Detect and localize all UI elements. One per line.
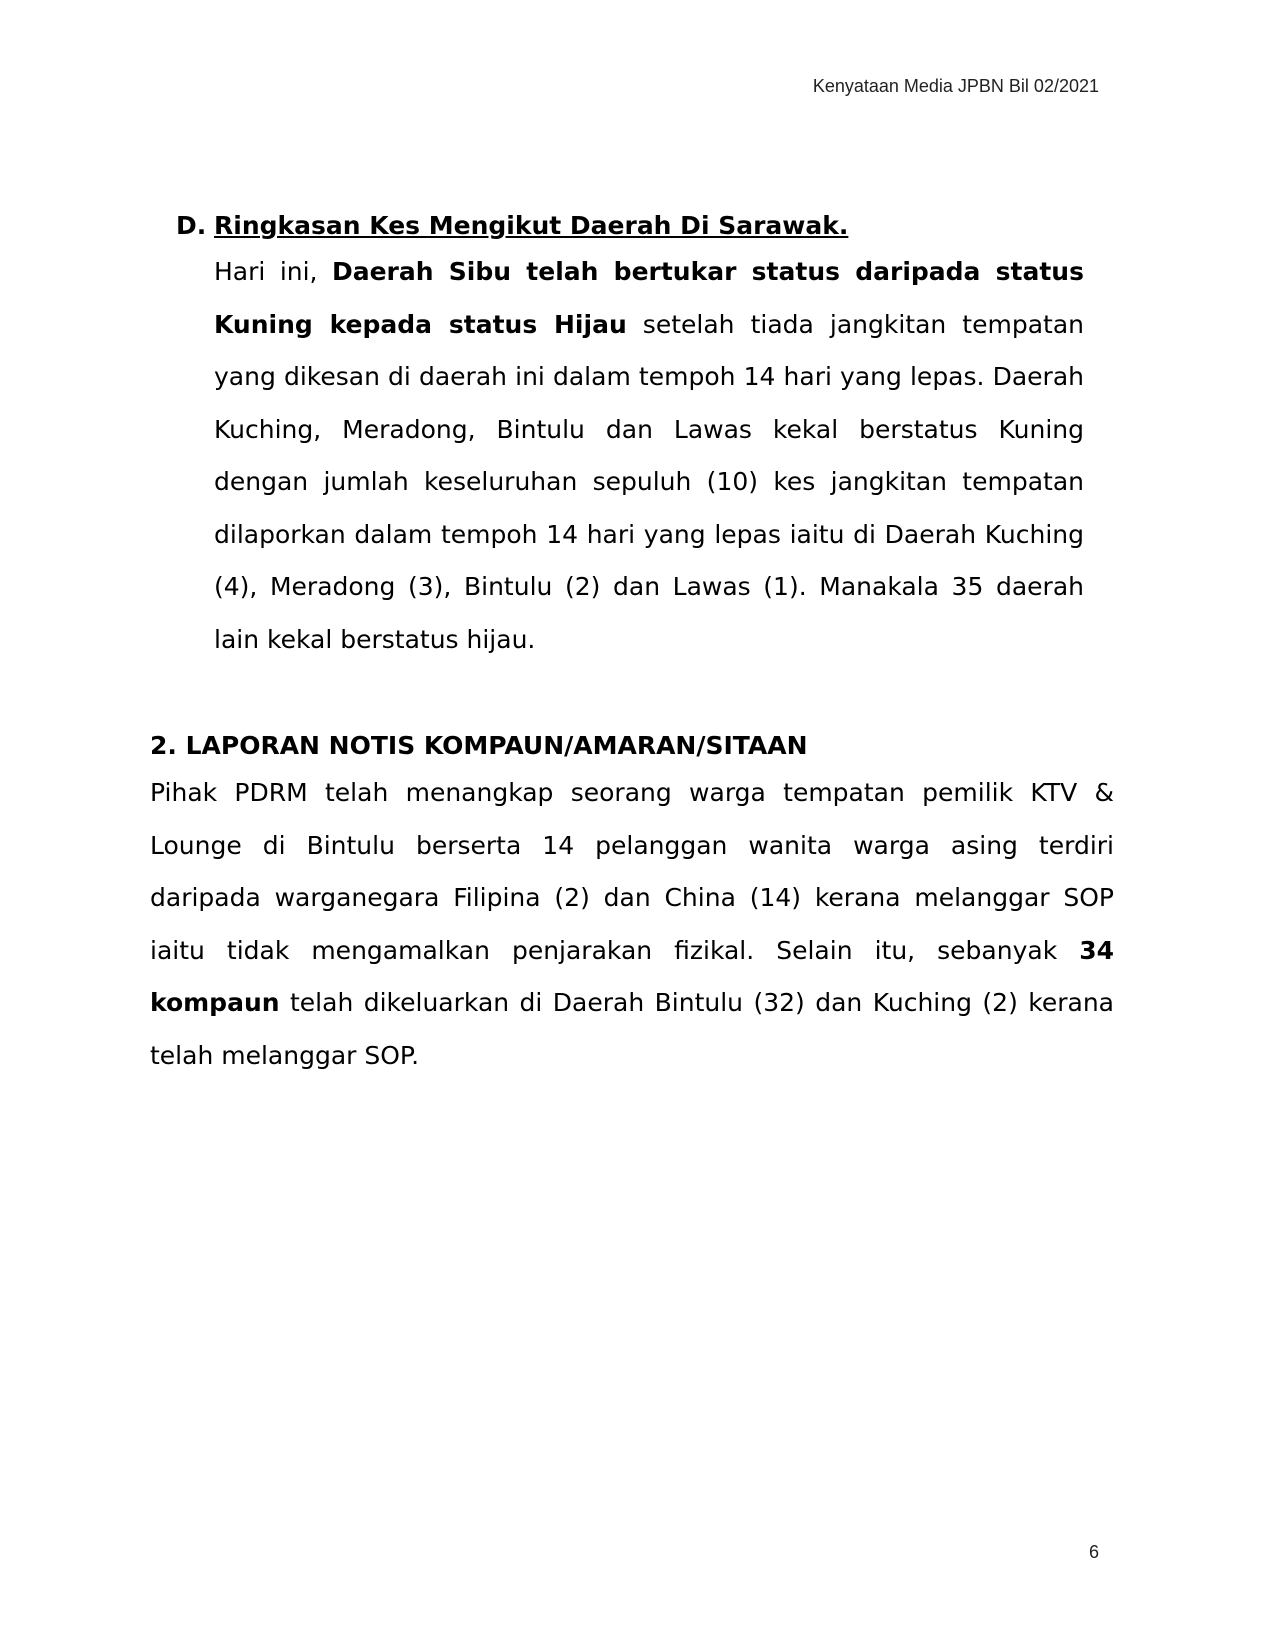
section-d-heading: [176, 206, 1092, 246]
section-d-letter: D.: [176, 211, 207, 240]
section-2-paragraph: [150, 767, 1114, 1082]
page-number: 6: [1088, 1542, 1099, 1562]
section-d-rest: setelah tiada jangkitan tempatan yang dikesan di daerah ini dalam tempoh 14 hari yang lepas. Daerah Kuching, Meradong, Bintulu dan Lawas kekal berstatus Kuning dengan jumlah keseluruhan sepuluh (10) kes jangkitan tempatan dilaporkan dalam tempoh 14 hari yang lepas iaitu di Daerah Kuching (4), Meradong (3), Bintulu (2) dan Lawas (1). Manakala 35 daerah lain kekal berstatus hijau.: [214, 309, 1085, 654]
section-2-heading: 2. LAPORAN NOTIS KOMPAUN/AMARAN/SITAAN: [150, 731, 808, 760]
section-d-paragraph: [214, 246, 1084, 666]
section-2: [150, 726, 1114, 1082]
page-header: Kenyataan Media JPBN Bil 02/2021: [812, 76, 1099, 96]
section-d: [176, 206, 1092, 666]
section-d-intro: Hari ini,: [214, 257, 332, 286]
section-d-bold-statement: Daerah Sibu telah bertukar status daripada status Kuning kepada status Hijau: [214, 257, 1084, 339]
section-2-text-2: telah dikeluarkan di Daerah Bintulu (32) dan Kuching (2) kerana telah melanggar SOP.: [150, 988, 1114, 1070]
section-d-title: Ringkasan Kes Mengikut Daerah Di Sarawak.: [214, 211, 849, 240]
section-2-text-1: Pihak PDRM telah menangkap seorang warga tempatan pemilik KTV & Lounge di Bintulu berserta 14 pelanggan wanita warga asing terdiri daripada warganegara Filipina (2) dan China (14) kerana melanggar SOP iaitu tidak mengamalkan penjarakan fizikal. Selain itu, sebanyak: [150, 778, 1114, 965]
section-2-bold-count: 34 kompaun: [150, 935, 1114, 1017]
